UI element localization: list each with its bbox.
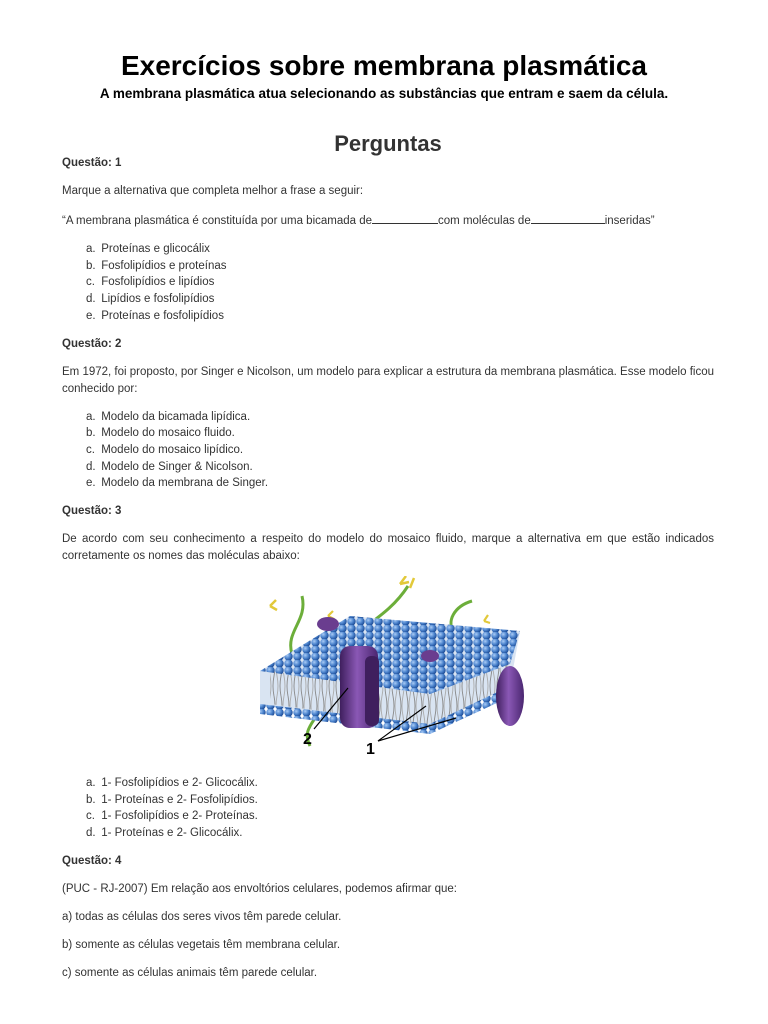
question-1 <box>62 155 714 325</box>
option-d: d. Modelo de Singer & Nicolson. <box>86 460 253 473</box>
question-4 <box>62 853 714 982</box>
option-e: e. Proteínas e fosfolipídios <box>86 309 224 322</box>
page-title: Exercícios sobre membrana plasmática <box>120 50 648 81</box>
question-label: Questão: 1 <box>62 157 122 169</box>
question-3 <box>62 503 714 842</box>
answer-a: a) todas as células dos seres vivos têm parede celular. <box>62 910 342 923</box>
question-prompt: De acordo com seu conhecimento a respeito do modelo do mosaico fluido, marque a alternativa em que estão indicados corretamente os nomes das moléculas abaixo: <box>62 533 714 563</box>
question-label: Questão: 2 <box>62 337 122 350</box>
section-title: Perguntas <box>334 131 442 156</box>
page-subtitle: A membrana plasmática atua selecionando as substâncias que entram e saem da célula. <box>99 86 669 101</box>
question-quote <box>62 211 714 230</box>
option-b: b. 1- Proteínas e 2- Fosfolipídios. <box>86 793 258 806</box>
option-b: b. Fosfolipídios e proteínas <box>86 259 227 272</box>
questions-content <box>62 155 714 993</box>
options-list <box>62 775 714 842</box>
question-prompt: (PUC - RJ-2007) Em relação aos envoltórios celulares, podemos afirmar que: <box>62 882 457 895</box>
answer-c: c) somente as células animais têm parede celular. <box>62 966 318 979</box>
answer-b: b) somente as células vegetais têm membrana celular. <box>62 938 341 951</box>
option-d: d. 1- Proteínas e 2- Glicocálix. <box>86 827 243 840</box>
question-label: Questão: 4 <box>62 854 122 867</box>
option-b: b. Modelo do mosaico fluido. <box>86 427 235 440</box>
figure-label-2: 2 <box>303 731 312 749</box>
figure-label-1: 1 <box>366 741 375 759</box>
question-prompt: Marque a alternativa que completa melhor a frase a seguir: <box>62 185 364 197</box>
options-list <box>62 241 714 325</box>
question-2 <box>62 336 714 493</box>
quote-part-2: com moléculas de <box>438 215 531 227</box>
fill-blank <box>531 211 605 224</box>
option-c: c. 1- Fosfolipídios e 2- Proteínas. <box>86 810 258 823</box>
question-label: Questão: 3 <box>62 505 122 518</box>
fill-blank <box>372 211 438 224</box>
option-a: a. Modelo da bicamada lipídica. <box>86 410 251 423</box>
question-prompt: Em 1972, foi proposto, por Singer e Nicolson, um modelo para explicar a estrutura da membrana plasmática. Esse modelo ficou conhecido por: <box>62 365 714 395</box>
membrane-figure <box>62 576 714 771</box>
lipid-bilayer <box>260 616 520 734</box>
quote-part-3: inseridas” <box>604 215 655 227</box>
option-a: a. Proteínas e glicocálix <box>86 243 210 255</box>
quote-part-1: “A membrana plasmática é constituída por uma bicamada de <box>62 215 373 227</box>
option-c: c. Modelo do mosaico lipídico. <box>86 443 244 456</box>
options-list <box>62 409 714 493</box>
option-a: a. 1- Fosfolipídios e 2- Glicocálix. <box>86 777 258 790</box>
option-d: d. Lipídios e fosfolipídios <box>86 293 215 306</box>
fluid-mosaic-membrane-illustration <box>230 576 530 764</box>
option-c: c. Fosfolipídios e lipídios <box>86 276 215 289</box>
option-e: e. Modelo da membrana de Singer. <box>86 477 269 490</box>
